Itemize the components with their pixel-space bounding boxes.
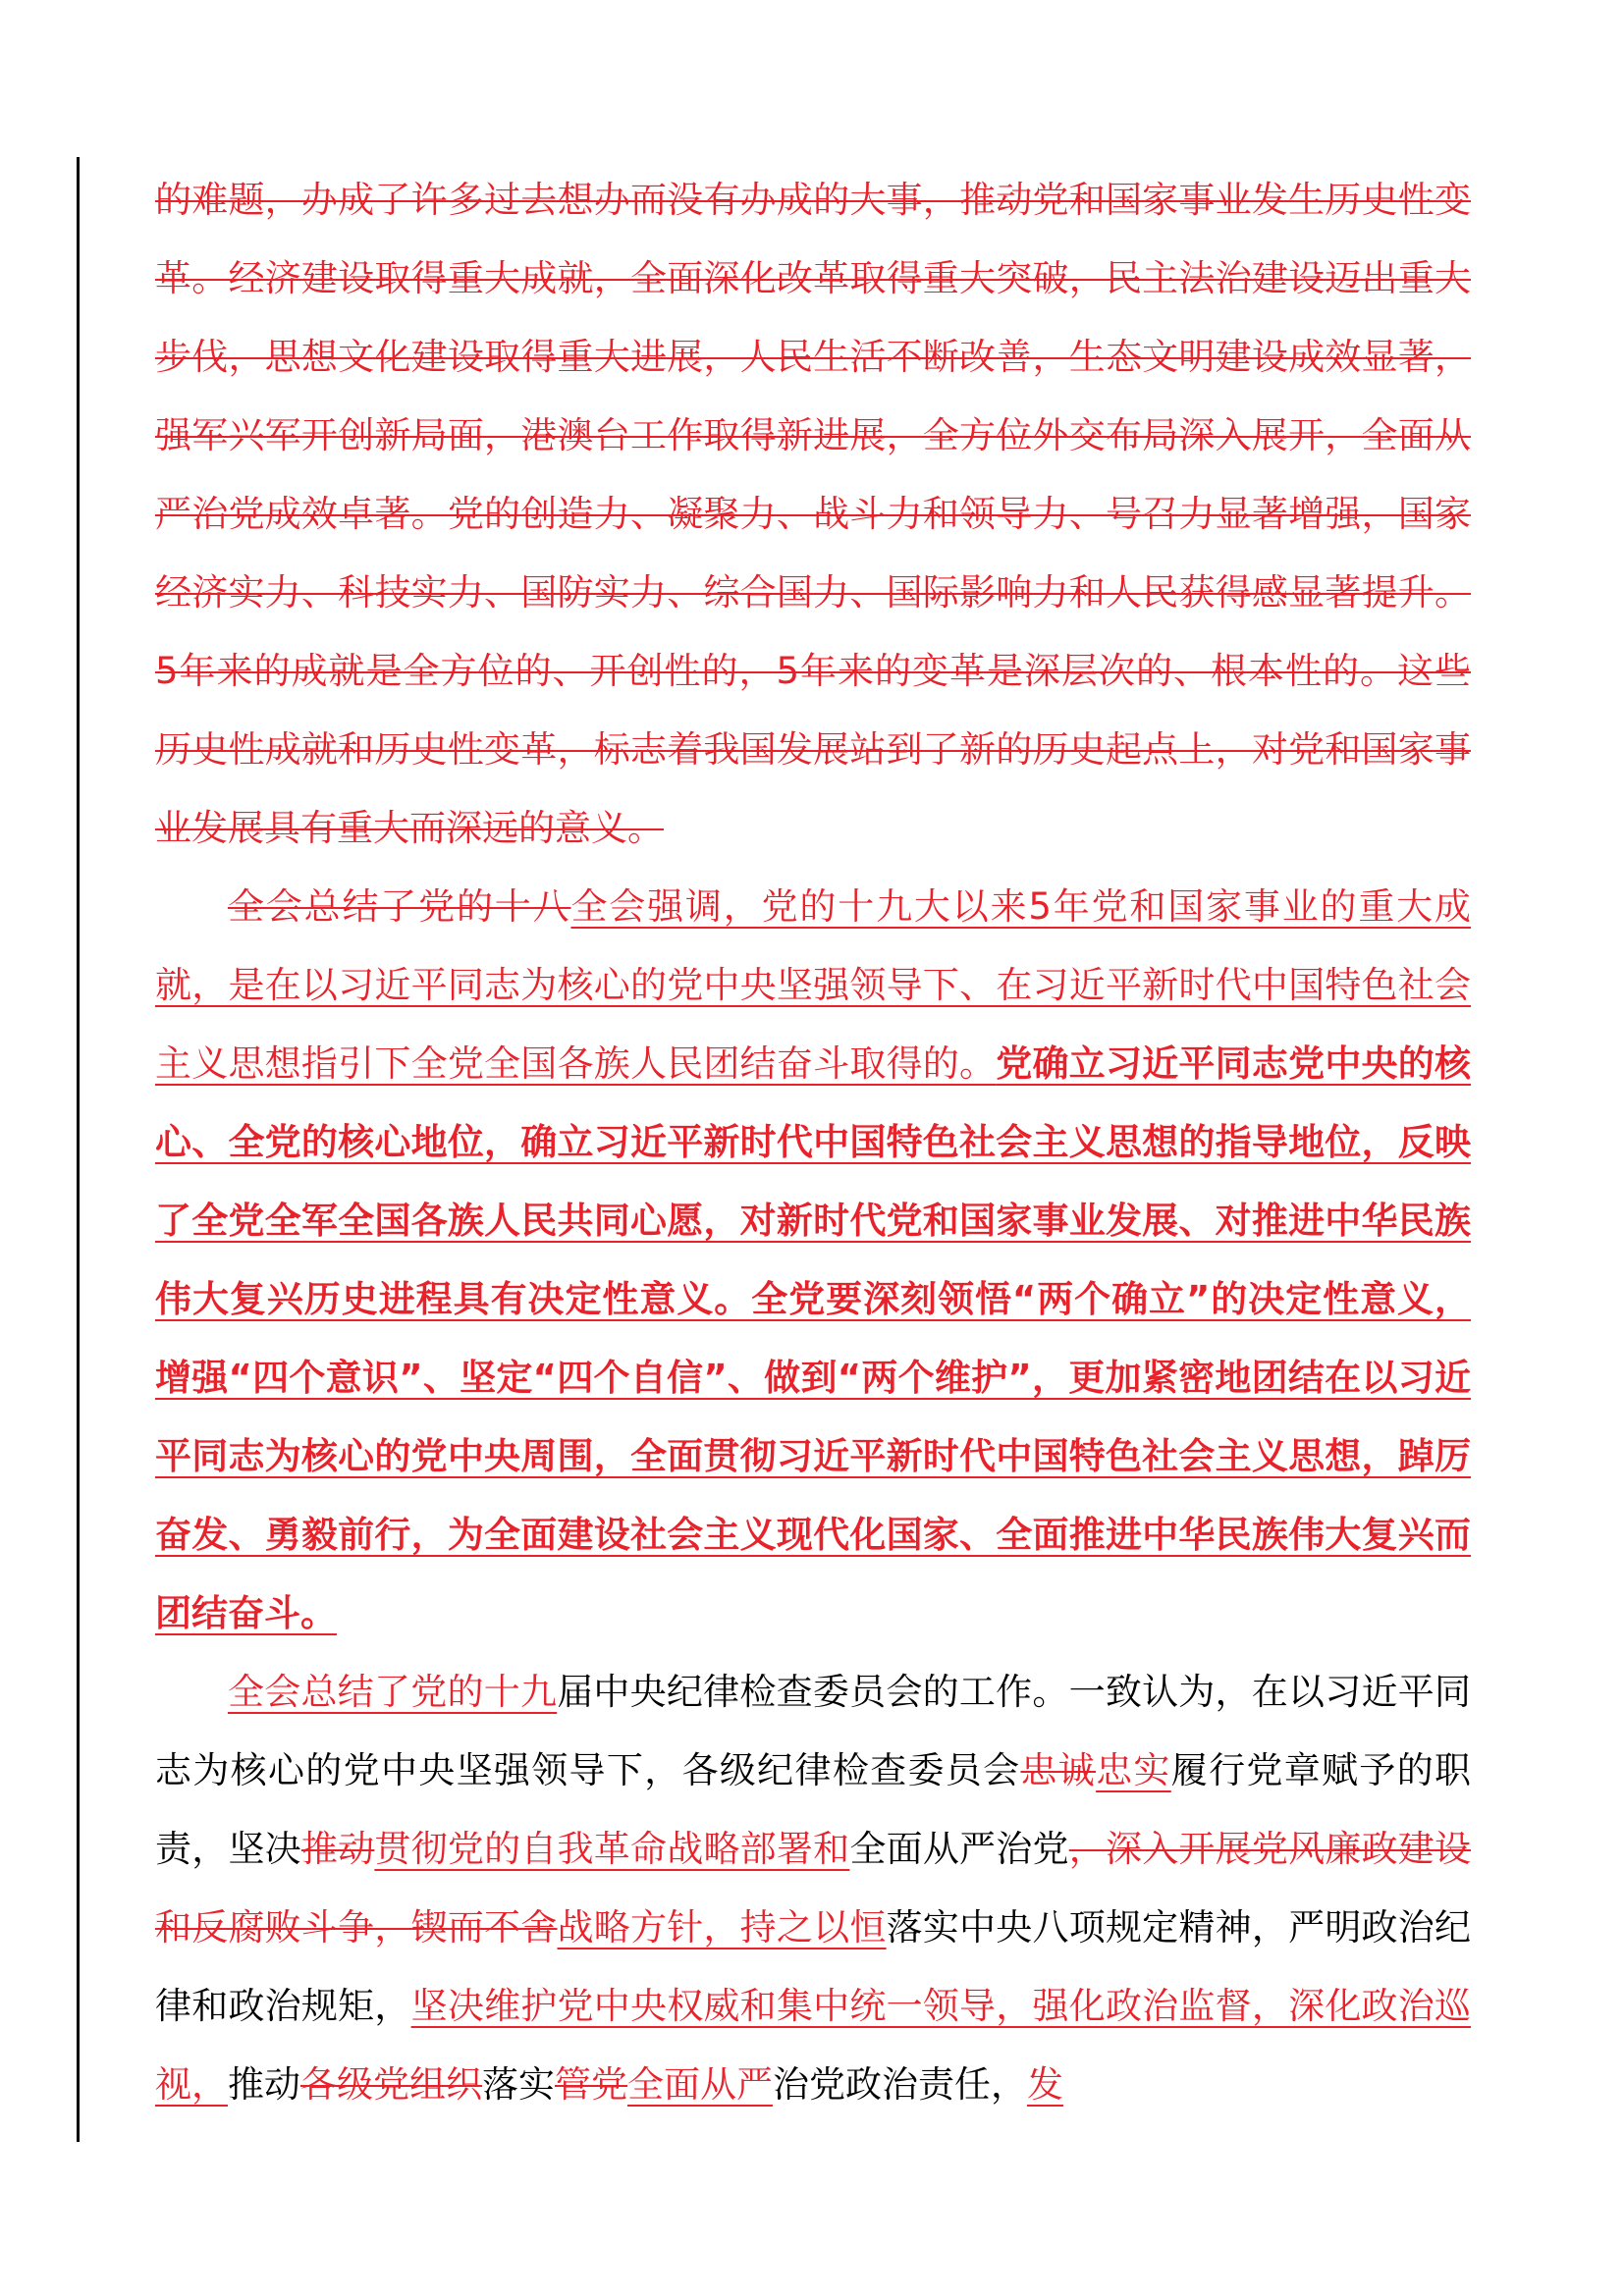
deleted-text: 推动 <box>300 1828 375 1870</box>
body-text: 落实中央八项规定精神，严明政治纪律和政治规矩， <box>155 1906 1472 2027</box>
paragraph-3 <box>155 1653 1471 2124</box>
inserted-text: 贯彻党的自我革命战略部署和 <box>374 1828 850 1870</box>
deleted-text: ，深入开展党风廉政建设和反腐败斗争，锲而不舍 <box>155 1828 1472 1949</box>
document-body <box>155 161 1471 2124</box>
inserted-text: 全会总结了党的十九 <box>228 1671 558 1713</box>
inserted-text: 发 <box>1027 2063 1063 2106</box>
deleted-text: 忠诚 <box>1020 1749 1097 1791</box>
body-text: 全面从严治党 <box>849 1828 1069 1870</box>
inserted-text: 战略方针，持之以恒 <box>557 1906 887 1949</box>
inserted-text: 忠实 <box>1096 1749 1171 1791</box>
paragraph-1 <box>155 161 1471 868</box>
deleted-text: 的难题，办成了许多过去想办而没有办成的大事，推动党和国家事业发生历史性变革。经济建设取得重大成就，全面深化改革取得重大突破，民主法治建设迈出重大步伐，思想文化建设取得重大进展，人民生活不断改善，生态文明建设成效显著，强军兴军开创新局面，港澳台工作取得新进展，全方位外交布局深入展开，全面从严治党成效卓著。党的创造力、凝聚力、战斗力和领导力、号召力显著增强，国家经济实力、科技实力、国防实力、综合国力、国际影响力和人民获得感显著提升。5年来的成就是全方位的、开创性的，5年来的变革是深层次的、根本性的。这些历史性成就和历史性变革，标志着我国发展站到了新的历史起点上，对党和国家事业发展具有重大而深远的意义。 <box>155 179 1471 849</box>
body-text: 履行党章赋予的职责，坚决 <box>155 1749 1472 1870</box>
inserted-bold-text: 党确立习近平同志党中央的核心、全党的核心地位，确立习近平新时代中国特色社会主义思想的指导地位，反映了全党全军全国各族人民共同心愿，对新时代党和国家事业发展、对推进中华民族伟大复兴历史进程具有决定性意义。全党要深刻领悟“两个确立”的决定性意义，增强“四个意识”、坚定“四个自信”、做到“两个维护”，更加紧密地团结在以习近平同志为核心的党中央周围，全面贯彻习近平新时代中国特色社会主义思想，踔厉奋发、勇毅前行，为全面建设社会主义现代化国家、全面推进中华民族伟大复兴而团结奋斗。 <box>155 1042 1472 1634</box>
deleted-text: 管党 <box>555 2063 627 2106</box>
deleted-text: 全会总结了党的十八 <box>228 885 571 928</box>
inserted-text: 全会强调，党的十九大以来5年党和国家事业的重大成就，是在以习近平同志为核心的党中央坚强领导下、在习近平新时代中国特色社会主义思想指引下全党全国各族人民团结奋斗取得的。 <box>155 885 1472 1085</box>
deleted-text: 各级党组织 <box>300 2063 482 2106</box>
body-text: 落实 <box>482 2063 555 2106</box>
inserted-text: 全面从严 <box>627 2063 773 2106</box>
paragraph-2 <box>155 868 1471 1653</box>
body-text: 推动 <box>228 2063 300 2106</box>
change-bar <box>77 157 80 2142</box>
body-text: 治党政治责任， <box>773 2063 1027 2106</box>
inserted-text: 坚决维护党中央权威和集中统一领导，强化政治监督，深化政治巡视， <box>155 1985 1472 2106</box>
body-text: 届中央纪律检查委员会的工作。一致认为，在以习近平同志为核心的党中央坚强领导下，各级纪律检查委员会 <box>155 1671 1472 1791</box>
